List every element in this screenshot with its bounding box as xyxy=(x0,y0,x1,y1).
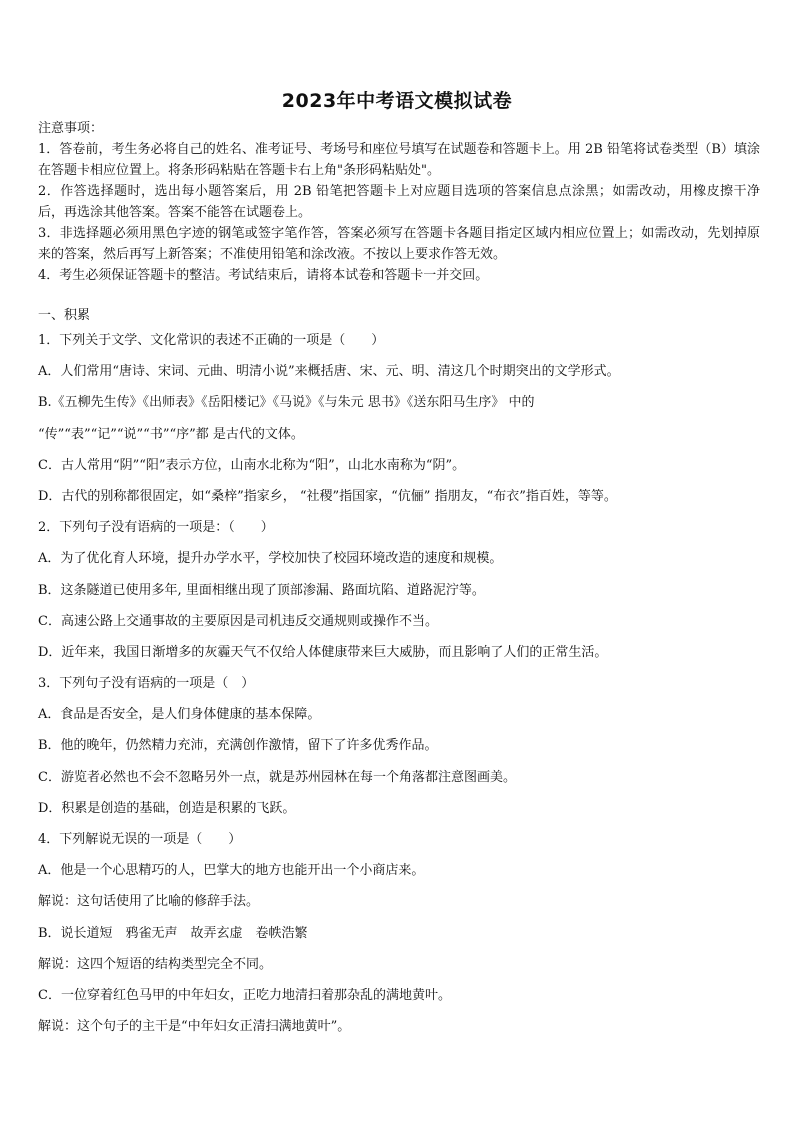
question-2-option-b: B．这条隧道已使用多年, 里面相继出现了顶部渗漏、路面坑陷、道路泥泞等。 xyxy=(38,582,485,598)
section-heading: 一、积累 xyxy=(38,308,91,323)
question-4-option-b-explanation: 解说：这四个短语的结构类型完全不同。 xyxy=(38,956,273,972)
question-2-stem: 2．下列句子没有语病的一项是：（ ） xyxy=(38,520,274,536)
question-2-option-c: C．高速公路上交通事故的主要原因是司机违反交通规则或操作不当。 xyxy=(38,613,438,629)
notice-item-2: 2．作答选择题时，选出每小题答案后，用 2B 铅笔把答题卡上对应题目选项的答案信息点涂黑；如需改动，用橡皮擦干净后，再选涂其他答案。答案不能答在试题卷上。 xyxy=(38,184,760,220)
question-3-option-b: B．他的晚年，仍然精力充沛，充满创作激情，留下了许多优秀作品。 xyxy=(38,738,438,754)
question-4-option-c-explanation: 解说：这个句子的主干是“中年妇女正清扫满地黄叶”。 xyxy=(38,1019,351,1035)
question-3-stem: 3．下列句子没有语病的一项是（ ） xyxy=(38,676,255,692)
question-1-stem: 1．下列关于文学、文化常识的表述不正确的一项是（ ） xyxy=(38,333,385,348)
question-4-option-c: C．一位穿着红色马甲的中年妇女，正吃力地清扫着那杂乱的满地黄叶。 xyxy=(38,987,451,1003)
notice-heading: 注意事项： xyxy=(38,121,104,136)
question-2-option-a: A．为了优化育人环境，提升办学水平，学校加快了校园环境改造的速度和规模。 xyxy=(38,551,503,567)
question-1-option-b-cont: “传”“表”“记”“说”“书”“序”都 是古代的文体。 xyxy=(38,426,304,442)
question-4-stem: 4．下列解说无误的一项是（ ） xyxy=(38,832,242,847)
question-1-option-d: D．古代的别称都很固定，如“桑梓”指家乡， “社稷”指国家，“伉俪” 指朋友，“布衣”指百姓，等等。 xyxy=(38,488,617,504)
exam-title: 2023年中考语文模拟试卷 xyxy=(281,90,513,112)
question-3-option-d: D．积累是创造的基础，创造是积累的飞跃。 xyxy=(38,800,296,816)
question-1-option-b: B.《五柳先生传》《出师表》《岳阳楼记》《马说》《与朱元 思书》《送东阳马生序》 中的 xyxy=(38,395,535,411)
notice-item-3: 3．非选择题必须用黑色字迹的钢笔或签字笔作答，答案必须写在答题卡各题目指定区域内相应位置上；如需改动，先划掉原来的答案，然后再写上新答案；不准使用铅笔和涂改液。不按以上要求作答无效。 xyxy=(38,226,760,262)
question-4-option-a: A．他是一个心思精巧的人，巴掌大的地方也能开出一个小商店来。 xyxy=(38,863,425,879)
question-body xyxy=(38,331,760,1048)
notice-item-1: 1．答卷前，考生务必将自己的姓名、准考证号、考场号和座位号填写在试题卷和答题卡上。用 2B 铅笔将试卷类型（B）填涂在答题卡相应位置上。将条形码粘贴在答题卡右上角"条形码粘贴处"。 xyxy=(38,142,760,178)
question-3-option-c: C．游览者必然也不会不忽略另外一点，就是苏州园林在每一个角落都注意图画美。 xyxy=(38,769,516,785)
question-3-option-a: A．食品是否安全，是人们身体健康的基本保障。 xyxy=(38,707,321,723)
question-4-option-a-explanation: 解说：这句话使用了比喻的修辞手法。 xyxy=(38,894,260,910)
question-1-option-c: C．古人常用“阴”“阳”表示方位，山南水北称为“阳”，山北水南称为“阴”。 xyxy=(38,457,466,473)
question-4-option-b: B．说长道短 鸦雀无声 故弄玄虚 卷帙浩繁 xyxy=(38,925,308,941)
question-1-option-a: A．人们常用“唐诗、宋词、元曲、明清小说”来概括唐、宋、元、明、清这几个时期突出的文学形式。 xyxy=(38,364,620,380)
question-2-option-d: D．近年来，我国日渐增多的灰霾天气不仅给人体健康带来巨大威胁，而且影响了人们的正常生活。 xyxy=(38,644,608,660)
notice-item-4: 4．考生必须保证答题卡的整洁。考试结束后，请将本试卷和答题卡一并交回。 xyxy=(38,268,489,283)
notice-block xyxy=(38,118,760,286)
